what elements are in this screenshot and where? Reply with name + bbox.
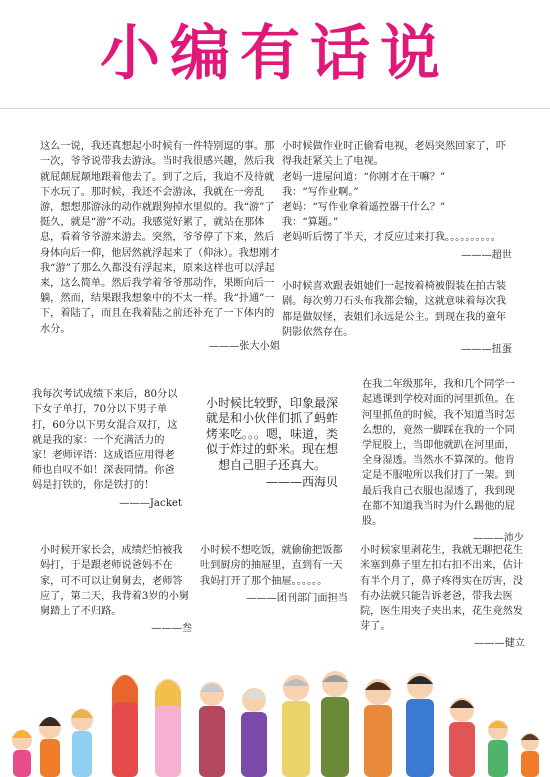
story-signature: ———健立 (474, 638, 525, 650)
story-signature: ———西海贝 (265, 475, 338, 489)
person-figure (521, 733, 539, 777)
story-card (360, 528, 525, 667)
story-signature: ———叁 (151, 623, 192, 635)
person-figure (406, 673, 434, 777)
story-text: 小时候家里剥花生，我就无聊把花生米塞到鼻子里左扣右扣不出来，估计有半个月了，鼻子疼得实在厉害，没有办法就只能告诉老爸，带我去医院，医生用夹子夹出来，花生竟然发芽了。 (360, 545, 523, 633)
person-figure (155, 679, 181, 777)
story-signature: ———张大小姐 (208, 340, 280, 352)
page-title: 小编有话说 (100, 19, 450, 89)
story-signature: ———扭蛋 (461, 344, 512, 356)
story-card (32, 372, 182, 526)
story-card (40, 124, 280, 369)
person-figure (39, 717, 61, 777)
header-banner (0, 0, 550, 109)
story-card (282, 264, 512, 372)
person-figure (71, 709, 93, 777)
story-signature: ———沛少 (473, 533, 524, 545)
story-card (200, 528, 348, 621)
person-figure (321, 671, 349, 777)
story-card (282, 124, 512, 278)
story-signature: ———超世 (461, 249, 512, 261)
story-text: 小时候喜欢跟表姐她们一起按着椅被假装在拍古装剧。每次剪刀石头布我都会输，这就意味着每次我都是做奴怪，表姐们永远是公主。到现在我的童年阴影依然存在。 (282, 281, 507, 338)
person-figure (364, 679, 392, 777)
story-signature: ———Jacket (119, 497, 182, 509)
person-figure (12, 730, 32, 777)
story-card (206, 380, 338, 506)
person-figure (282, 675, 310, 777)
story-signature: ———团刊部门面担当 (246, 592, 348, 604)
person-figure (241, 688, 267, 777)
story-text: 我每次考试成绩下来后，80分以下女子单打，70分以下男子单打，60分以下男女混合双打，这就是我的家：一个充满活力的家！老师评语：这成语应用得老师也自叹不如！深表同情。你爸妈是打铁的，你是铁打的！ (32, 389, 178, 492)
story-text: 小时候做作业时正偷看电视，老妈突然回家了，吓得我赶紧关上了电视。 老妈一进屋问道：“你刚才在干嘛？” 我：“写作业啊。” 老妈：“写作业拿着遥控器干什么？” 我：“算题。” 老妈听后愣了半天，才反应过来打我。。。。。。。。。。 (282, 141, 507, 244)
story-text: 这么一说，我还真想起小时候有一件特别逗的事。那一次，爷爷说带我去游泳。当时我很感兴趣，然后我就屁颠屁颠地跟着他去了。到了之后，我迫不及待就下水玩了。那时候，我还不会游泳，我就在一旁乱游，想想那游泳的动作就跟狗掉水里似的。我“游”了挺久，就是“游”不动。我感觉好累了，就站在那体息，看着爷爷游来游去。突然，爷爷停了下来，然后身体向后一仰，他居然就浮起来了（仰泳）。我想刚才我“游”了那么久都没有浮起来，原来这样也可以浮起来，这么简单。然后我学着爷爷那动作，果断向后一躺，然而，结果跟我想象中的不太一样。我“扑通”一下，着陆了，而且在我着陆之前还补充了一下体内的水分。 (40, 141, 280, 335)
person-figure (488, 720, 508, 777)
story-text: 小时候不想吃饭，就偷偷把饭都吐到厨房的抽屉里，直到有一天我妈打开了那个抽屉。。。。。。 (200, 545, 343, 587)
story-card (40, 528, 192, 652)
story-text: 在我二年级那年，我和几个同学一起逃课到学校对面的河里抓鱼。在河里抓鱼的时候，我不知道当时怎么想的，竟然一脚踩在我的一个同学屁股上，当即他就趴在河里面，全身湿透。当然水不算深的。他肯定是不服啦所以我们打了一架。到最后我自己衣服也湿透了，我到现在都不知道我当时为什么踢他的屁股。 (362, 379, 515, 528)
story-text: 小时候比较野，印象最深就是和小伙伴们抓了蚂蚱烤来吃。。。嗯，味道，类似于炸过的虾米。现在想想自己胆子还真大。 (206, 395, 339, 472)
family-illustration (0, 648, 550, 777)
person-figure (199, 682, 225, 777)
story-text: 小时候开家长会，成绩烂怕被我妈打，于是跟老师说爸妈不在家，可不可以让舅舅去，老师答应了，第二天，我背着3岁的小舅舅踏上了不归路。 (40, 545, 190, 618)
person-figure (449, 698, 475, 777)
person-figure (112, 675, 138, 777)
